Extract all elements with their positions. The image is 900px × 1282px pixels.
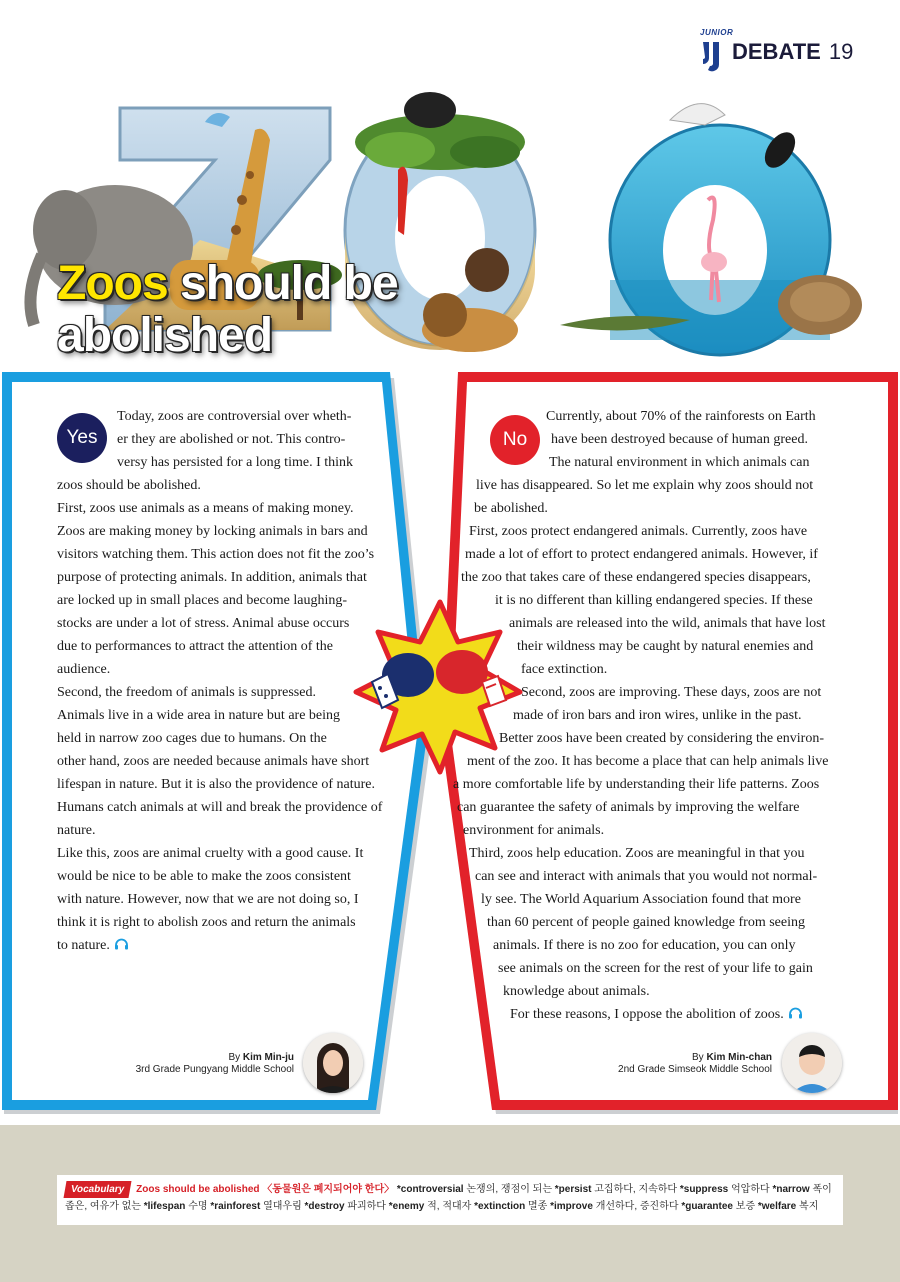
vocabulary-entry [389,1201,474,1212]
article-title [57,258,477,362]
no-line: animals. If there is no zoo for education, you can only [493,938,796,953]
brand-small-label: JUNIOR [700,28,734,37]
yes-line: due to performances to attract the attention of the [57,639,334,654]
headphones-icon[interactable] [788,1007,803,1019]
vocabulary-tag: Vocabulary [64,1181,132,1198]
vocabulary-entry [305,1201,389,1212]
no-line: environment for animals. [463,823,605,838]
vocabulary-entry [397,1184,555,1195]
yes-line: First, zoos use animals as a means of making money. [57,501,354,516]
no-line: ly see. The World Aquarium Association found that more [481,892,801,907]
vocabulary-term: *persist [554,1184,595,1195]
yes-line-last [57,934,129,957]
vocabulary-term: *enemy [388,1201,428,1212]
author-name: Kim Min-ju [242,1052,294,1063]
yes-line: Animals live in a wide area in nature but are being [57,708,341,723]
no-line: Better zoos have been created by considering the environ- [499,731,824,746]
no-line: it is no different than killing endangered species. If these [495,593,813,608]
title-line1-rest: should be [167,257,398,310]
byline-prefix: By [228,1052,241,1063]
vocabulary-meaning: 적, 적대자 [427,1201,475,1212]
no-line: than 60 percent of people gained knowledge from seeing [487,915,806,930]
yes-line: Today, zoos are controversial over wheth- [117,409,352,424]
vocabulary-headline: Zoos should be abolished 〈동물원은 폐지되어야 한다〉 [136,1184,395,1195]
vocabulary-meaning: 억압하다 [731,1184,773,1195]
vocabulary-box [57,1175,843,1225]
vocabulary-meaning: 멸종 [528,1201,551,1212]
vocabulary-entry [550,1201,681,1212]
yes-line: other hand, zoos are needed because animals have short [57,754,370,769]
vocabulary-entry [144,1201,211,1212]
vocabulary-entry [210,1201,304,1212]
yes-line: versy has persisted for a long time. I think [117,455,354,470]
vocabulary-term: *improve [550,1201,596,1212]
no-line: can see and interact with animals that you would not normal- [475,869,818,884]
no-line: Currently, about 70% of the rainforests on Earth [546,409,816,424]
yes-line: Zoos are making money by locking animals in bars and [57,524,368,539]
vocabulary-term: *guarantee [681,1201,736,1212]
vocabulary-meaning: 수명 [188,1201,211,1212]
no-line: be abolished. [474,501,548,516]
vocabulary-meaning: 고집하다, 지속하다 [594,1184,680,1195]
no-line: live has disappeared. So let me explain why zoos should not [476,478,814,493]
avatar-kim-min-ju [303,1033,363,1093]
no-line: For these reasons, I oppose the abolition of zoos. [510,1007,784,1022]
vocabulary-term: *controversial [396,1184,467,1195]
no-line: made of iron bars and iron wires, unlike in the past. [513,708,802,723]
junior-logo-icon [700,28,734,72]
no-line: made a lot of effort to protect endangered animals. However, if [465,547,818,562]
yes-line: stocks are under a lot of stress. Animal abuse occurs [57,616,350,631]
headphones-icon[interactable] [114,938,129,950]
yes-line: purpose of protecting animals. In addition, animals that [57,570,367,585]
title-line2: abolished [57,309,273,362]
yes-line: nature. [57,823,96,838]
title-highlight: Zoos [57,257,168,310]
yes-line: audience. [57,662,111,677]
vocabulary-entry [680,1184,773,1195]
yes-line: er they are abolished or not. This contro- [117,432,346,447]
no-line: Second, zoos are improving. These days, zoos are not [521,685,822,700]
no-line: face extinction. [521,662,608,677]
portrait-boy-icon [782,1033,842,1093]
vocabulary-term: *narrow [772,1184,813,1195]
no-line: can guarantee the safety of animals by improving the welfare [457,800,800,815]
no-line-last [510,1003,803,1026]
yes-line: Humans catch animals at will and break the providence of [57,800,383,815]
yes-line: are locked up in small places and become laughing- [57,593,348,608]
author-school: 3rd Grade Pungyang Middle School [135,1064,294,1075]
vocabulary-meaning: 파괴하다 [347,1201,389,1212]
vocabulary-term: *destroy [304,1201,348,1212]
yes-line: Second, the freedom of animals is suppressed. [57,685,316,700]
yes-line: zoos should be abolished. [57,478,201,493]
author-school: 2nd Grade Simseok Middle School [618,1064,772,1075]
vocabulary-meaning: 폭이 좁은, 여유가 없는 [65,1184,832,1212]
no-byline [588,1052,772,1076]
vocabulary-entry [681,1201,758,1212]
brand-header [700,28,854,72]
vocabulary-entry [758,1201,818,1212]
yes-line: Like this, zoos are animal cruelty with a good cause. It [57,846,364,861]
vocabulary-entry [555,1184,680,1195]
no-badge: No [490,415,540,465]
yes-line: visitors watching them. This action does not fit the zoo’s [57,547,375,562]
author-name: Kim Min-chan [706,1052,772,1063]
no-line: knowledge about animals. [503,984,650,999]
yes-line: with nature. However, now that we are not doing so, I [57,892,359,907]
yes-line: held in narrow zoo cages due to humans. On the [57,731,327,746]
no-line: their wildness may be caught by natural enemies and [517,639,814,654]
vocabulary-term: *welfare [757,1201,800,1212]
no-line: Third, zoos help education. Zoos are meaningful in that you [469,846,805,861]
yes-line: think it is right to abolish zoos and return the animals [57,915,356,930]
vocabulary-term: *rainforest [210,1201,264,1212]
no-line: ment of the zoo. It has become a place that can help animals live [467,754,829,769]
no-line: animals are released into the wild, animals that have lost [509,616,826,631]
vocabulary-entry [474,1201,550,1212]
yes-line: would be nice to be able to make the zoos consistent [57,869,351,884]
vocabulary-meaning: 논쟁의, 쟁점이 되는 [466,1184,555,1195]
byline-prefix: By [691,1052,704,1063]
page-number: 19 [828,39,854,64]
brand-word: DEBATE [732,39,821,64]
yes-line: lifespan in nature. But it is also the providence of nature. [57,777,376,792]
vocabulary-term: *lifespan [143,1201,189,1212]
yes-badge: Yes [57,413,107,463]
vocabulary-term: *extinction [474,1201,528,1212]
vocabulary-meaning: 열대우림 [263,1201,305,1212]
yes-byline [110,1052,294,1076]
jj-logo-icon [700,40,724,72]
vocabulary-meaning: 보증 [735,1201,758,1212]
vocabulary-term: *suppress [679,1184,732,1195]
vocabulary-meaning: 개선하다, 증진하다 [595,1201,682,1212]
no-line: The natural environment in which animals can [549,455,810,470]
vocabulary-meaning: 복지 [799,1201,819,1212]
no-line: have been destroyed because of human greed. [551,432,808,447]
no-line: First, zoos protect endangered animals. Currently, zoos have [469,524,808,539]
yes-line: to nature. [57,938,110,953]
no-line: see animals on the screen for the rest of your life to gain [498,961,813,976]
no-line: the zoo that takes care of these endangered species disappears, [461,570,811,585]
portrait-girl-icon [303,1033,363,1093]
avatar-kim-min-chan [782,1033,842,1093]
no-line: a more comfortable life by understanding their life patterns. Zoos [453,777,820,792]
